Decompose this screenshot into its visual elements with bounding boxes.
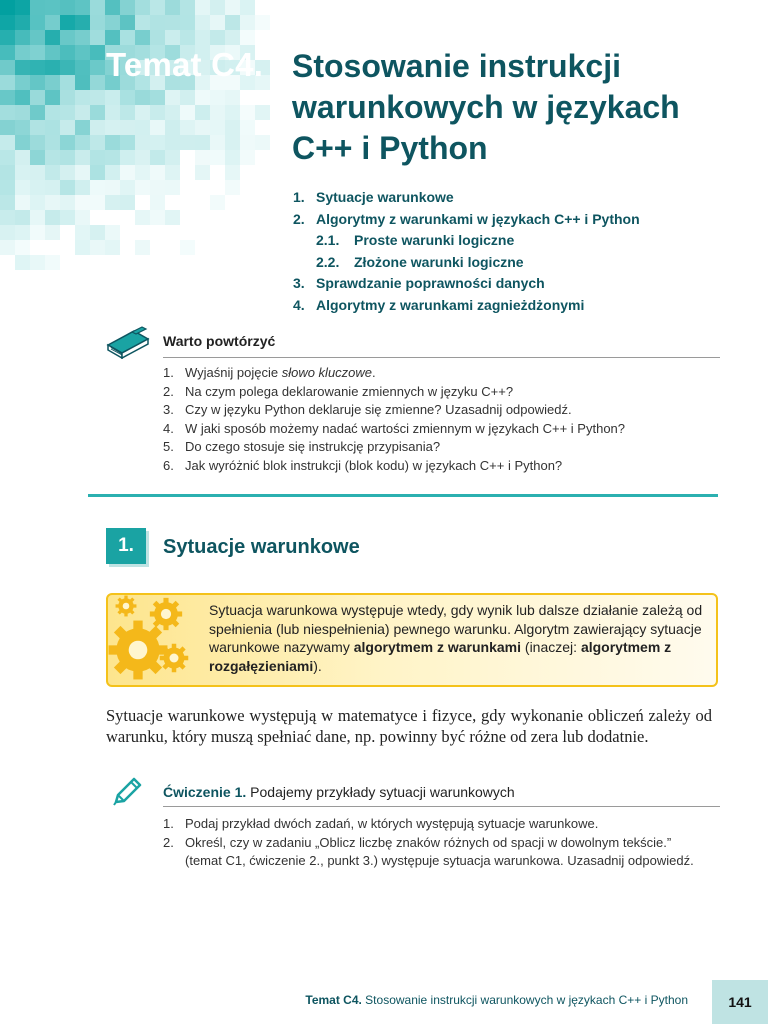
mosaic-cell bbox=[45, 180, 60, 195]
mosaic-cell bbox=[15, 45, 30, 60]
mosaic-cell bbox=[30, 15, 45, 30]
mosaic-cell bbox=[15, 150, 30, 165]
mosaic-cell bbox=[210, 150, 225, 165]
mosaic-cell bbox=[135, 135, 150, 150]
mosaic-cell bbox=[60, 150, 75, 165]
mosaic-cell bbox=[75, 0, 90, 15]
mosaic-cell bbox=[135, 0, 150, 15]
review-rule bbox=[163, 357, 720, 358]
mosaic-cell bbox=[15, 90, 30, 105]
mosaic-cell bbox=[150, 210, 165, 225]
mosaic-cell bbox=[0, 90, 15, 105]
mosaic-cell bbox=[165, 165, 180, 180]
toc-item: 2.1. Proste warunki logiczne bbox=[316, 232, 515, 248]
mosaic-cell bbox=[210, 195, 225, 210]
mosaic-cell bbox=[30, 180, 45, 195]
mosaic-cell bbox=[0, 180, 15, 195]
mosaic-cell bbox=[30, 120, 45, 135]
mosaic-cell bbox=[105, 135, 120, 150]
mosaic-cell bbox=[195, 90, 210, 105]
mosaic-cell bbox=[90, 105, 105, 120]
mosaic-cell bbox=[45, 135, 60, 150]
mosaic-cell bbox=[60, 15, 75, 30]
mosaic-cell bbox=[195, 15, 210, 30]
definition-text: Sytuacja warunkowa występuje wtedy, gdy wynik lub dalsze działanie zależą od spełnienia (lub niespełnienia) pewnego warunku. Algorytm zawierający sytuacje warunkowe nazywamy algorytmem z warunkami (inaczej: algorytmem z rozgałęzieniami). bbox=[209, 602, 703, 674]
mosaic-cell bbox=[15, 225, 30, 240]
review-question: 5. Do czego stosuje się instrukcję przypisania? bbox=[163, 439, 441, 454]
mosaic-cell bbox=[165, 180, 180, 195]
toc-item: 3. Sprawdzanie poprawności danych bbox=[293, 275, 545, 291]
mosaic-cell bbox=[30, 165, 45, 180]
mosaic-cell bbox=[105, 150, 120, 165]
page-footer: Temat C4. Stosowanie instrukcji warunkowych w językach C++ i Python bbox=[305, 993, 688, 1007]
mosaic-cell bbox=[75, 90, 90, 105]
mosaic-cell bbox=[105, 105, 120, 120]
review-question-list bbox=[163, 364, 625, 475]
mosaic-cell bbox=[30, 90, 45, 105]
mosaic-cell bbox=[30, 210, 45, 225]
toc-item: 1. Sytuacje warunkowe bbox=[293, 189, 454, 205]
toc-item: 2. Algorytmy z warunkami w językach C++ i Python bbox=[293, 210, 640, 227]
mosaic-cell bbox=[150, 180, 165, 195]
mosaic-cell bbox=[225, 30, 240, 45]
mosaic-cell bbox=[45, 30, 60, 45]
mosaic-cell bbox=[15, 120, 30, 135]
mosaic-cell bbox=[15, 255, 30, 270]
mosaic-cell bbox=[45, 105, 60, 120]
mosaic-cell bbox=[15, 75, 30, 90]
mosaic-cell bbox=[150, 120, 165, 135]
mosaic-cell bbox=[135, 90, 150, 105]
mosaic-cell bbox=[195, 0, 210, 15]
mosaic-cell bbox=[60, 45, 75, 60]
exercise-heading: Ćwiczenie 1. Podajemy przykłady sytuacji warunkowych bbox=[163, 784, 515, 800]
mosaic-cell bbox=[105, 0, 120, 15]
mosaic-cell bbox=[150, 165, 165, 180]
mosaic-cell bbox=[255, 15, 270, 30]
mosaic-cell bbox=[225, 0, 240, 15]
mosaic-cell bbox=[75, 135, 90, 150]
mosaic-cell bbox=[30, 195, 45, 210]
mosaic-cell bbox=[120, 135, 135, 150]
mosaic-cell bbox=[210, 30, 225, 45]
mosaic-cell bbox=[225, 90, 240, 105]
mosaic-cell bbox=[45, 90, 60, 105]
mosaic-cell bbox=[150, 15, 165, 30]
mosaic-cell bbox=[135, 165, 150, 180]
mosaic-cell bbox=[90, 30, 105, 45]
mosaic-cell bbox=[75, 75, 90, 90]
mosaic-cell bbox=[60, 210, 75, 225]
mosaic-cell bbox=[150, 0, 165, 15]
mosaic-cell bbox=[240, 135, 255, 150]
review-question: 3. Czy w języku Python deklaruje się zmienne? Uzasadnij odpowiedź. bbox=[163, 402, 572, 417]
mosaic-cell bbox=[75, 15, 90, 30]
mosaic-cell bbox=[150, 135, 165, 150]
mosaic-cell bbox=[30, 45, 45, 60]
exercise-task-list bbox=[163, 815, 705, 871]
mosaic-cell bbox=[45, 45, 60, 60]
review-question: 2. Na czym polega deklarowanie zmiennych w języku C++? bbox=[163, 383, 514, 399]
mosaic-cell bbox=[90, 225, 105, 240]
topic-label: Temat C4. bbox=[106, 46, 264, 83]
page-number: 141 bbox=[712, 980, 768, 1024]
mosaic-cell bbox=[30, 30, 45, 45]
mosaic-cell bbox=[180, 90, 195, 105]
mosaic-cell bbox=[75, 45, 90, 60]
mosaic-cell bbox=[45, 15, 60, 30]
mosaic-cell bbox=[105, 225, 120, 240]
mosaic-cell bbox=[210, 105, 225, 120]
mosaic-cell bbox=[150, 195, 165, 210]
mosaic-cell bbox=[165, 30, 180, 45]
mosaic-cell bbox=[180, 240, 195, 255]
mosaic-cell bbox=[60, 105, 75, 120]
mosaic-cell bbox=[210, 135, 225, 150]
mosaic-cell bbox=[120, 15, 135, 30]
mosaic-cell bbox=[75, 120, 90, 135]
mosaic-cell bbox=[45, 75, 60, 90]
mosaic-cell bbox=[105, 120, 120, 135]
mosaic-cell bbox=[0, 105, 15, 120]
mosaic-cell bbox=[135, 240, 150, 255]
mosaic-cell bbox=[30, 150, 45, 165]
mosaic-cell bbox=[150, 90, 165, 105]
mosaic-cell bbox=[15, 195, 30, 210]
mosaic-cell bbox=[240, 15, 255, 30]
mosaic-cell bbox=[180, 135, 195, 150]
mosaic-cell bbox=[195, 105, 210, 120]
mosaic-cell bbox=[0, 135, 15, 150]
mosaic-cell bbox=[60, 90, 75, 105]
review-question: 1. Wyjaśnij pojęcie słowo kluczowe. bbox=[163, 365, 376, 380]
mosaic-cell bbox=[0, 165, 15, 180]
mosaic-cell bbox=[90, 0, 105, 15]
mosaic-cell bbox=[195, 30, 210, 45]
mosaic-cell bbox=[75, 105, 90, 120]
mosaic-cell bbox=[0, 150, 15, 165]
mosaic-cell bbox=[135, 15, 150, 30]
mosaic-cell bbox=[30, 0, 45, 15]
mosaic-cell bbox=[210, 90, 225, 105]
exercise-task: 2. Określ, czy w zadaniu „Oblicz liczbę znaków różnych od spacji w dowolnym tekście.” (temat C1, ćwiczenie 2., punkt 3.) występuje sytuacja warunkowa. Uzasadnij odpowiedź. bbox=[163, 834, 694, 868]
mosaic-cell bbox=[240, 150, 255, 165]
mosaic-cell bbox=[0, 30, 15, 45]
gears-icon bbox=[108, 592, 192, 688]
mosaic-cell bbox=[15, 135, 30, 150]
mosaic-cell bbox=[45, 165, 60, 180]
mosaic-cell bbox=[60, 75, 75, 90]
mosaic-cell bbox=[15, 240, 30, 255]
mosaic-cell bbox=[165, 0, 180, 15]
mosaic-cell bbox=[165, 135, 180, 150]
mosaic-cell bbox=[90, 195, 105, 210]
mosaic-cell bbox=[90, 150, 105, 165]
mosaic-cell bbox=[135, 30, 150, 45]
mosaic-cell bbox=[120, 150, 135, 165]
mosaic-cell bbox=[90, 240, 105, 255]
mosaic-cell bbox=[105, 240, 120, 255]
mosaic-cell bbox=[15, 15, 30, 30]
exercise-rule bbox=[163, 806, 720, 807]
mosaic-cell bbox=[45, 210, 60, 225]
mosaic-cell bbox=[15, 210, 30, 225]
mosaic-cell bbox=[210, 120, 225, 135]
mosaic-cell bbox=[105, 30, 120, 45]
table-of-contents bbox=[293, 187, 640, 316]
mosaic-cell bbox=[90, 180, 105, 195]
mosaic-cell bbox=[225, 135, 240, 150]
section-number-badge: 1. bbox=[106, 528, 146, 564]
mosaic-cell bbox=[90, 60, 105, 75]
mosaic-cell bbox=[120, 195, 135, 210]
review-question: 6. Jak wyróżnić blok instrukcji (blok kodu) w językach C++ i Python? bbox=[163, 457, 563, 473]
mosaic-cell bbox=[30, 75, 45, 90]
mosaic-cell bbox=[150, 150, 165, 165]
mosaic-cell bbox=[120, 120, 135, 135]
mosaic-cell bbox=[225, 105, 240, 120]
exercise-task: 1. Podaj przykład dwóch zadań, w których występują sytuacje warunkowe. bbox=[163, 816, 599, 831]
section-divider bbox=[88, 494, 718, 497]
mosaic-cell bbox=[75, 150, 90, 165]
mosaic-cell bbox=[105, 195, 120, 210]
mosaic-cell bbox=[225, 15, 240, 30]
mosaic-cell bbox=[180, 30, 195, 45]
mosaic-cell bbox=[0, 45, 15, 60]
mosaic-cell bbox=[180, 15, 195, 30]
mosaic-cell bbox=[15, 60, 30, 75]
mosaic-cell bbox=[120, 165, 135, 180]
mosaic-cell bbox=[90, 120, 105, 135]
mosaic-cell bbox=[30, 60, 45, 75]
mosaic-cell bbox=[165, 120, 180, 135]
mosaic-cell bbox=[150, 30, 165, 45]
mosaic-cell bbox=[75, 30, 90, 45]
mosaic-cell bbox=[0, 75, 15, 90]
book-icon bbox=[106, 323, 150, 359]
mosaic-cell bbox=[135, 180, 150, 195]
mosaic-cell bbox=[30, 105, 45, 120]
mosaic-cell bbox=[45, 150, 60, 165]
mosaic-cell bbox=[180, 105, 195, 120]
mosaic-cell bbox=[45, 225, 60, 240]
mosaic-cell bbox=[180, 120, 195, 135]
mosaic-cell bbox=[75, 60, 90, 75]
mosaic-cell bbox=[165, 210, 180, 225]
mosaic-cell bbox=[255, 105, 270, 120]
toc-item: 2.2. Złożone warunki logiczne bbox=[316, 253, 524, 270]
review-heading: Warto powtórzyć bbox=[163, 333, 276, 349]
mosaic-cell bbox=[45, 0, 60, 15]
mosaic-cell bbox=[225, 120, 240, 135]
mosaic-cell bbox=[135, 105, 150, 120]
mosaic-cell bbox=[105, 180, 120, 195]
mosaic-cell bbox=[210, 15, 225, 30]
mosaic-cell bbox=[0, 210, 15, 225]
mosaic-cell bbox=[225, 180, 240, 195]
mosaic-cell bbox=[120, 105, 135, 120]
mosaic-cell bbox=[225, 165, 240, 180]
mosaic-cell bbox=[105, 165, 120, 180]
mosaic-cell bbox=[165, 90, 180, 105]
mosaic-cell bbox=[195, 135, 210, 150]
mosaic-cell bbox=[240, 30, 255, 45]
mosaic-cell bbox=[75, 180, 90, 195]
mosaic-cell bbox=[45, 60, 60, 75]
mosaic-cell bbox=[0, 60, 15, 75]
mosaic-cell bbox=[15, 180, 30, 195]
mosaic-cell bbox=[90, 90, 105, 105]
mosaic-cell bbox=[135, 150, 150, 165]
mosaic-cell bbox=[15, 0, 30, 15]
mosaic-cell bbox=[45, 255, 60, 270]
mosaic-cell bbox=[30, 255, 45, 270]
mosaic-cell bbox=[0, 225, 15, 240]
mosaic-cell bbox=[0, 120, 15, 135]
mosaic-cell bbox=[30, 225, 45, 240]
mosaic-cell bbox=[0, 0, 15, 15]
mosaic-cell bbox=[45, 195, 60, 210]
body-paragraph: Sytuacje warunkowe występują w matematyce i fizyce, gdy wykonanie obliczeń zależy od warunku, który muszą spełniać dane, np. powinny być różne od zera lub dodatnie. bbox=[106, 706, 712, 746]
mosaic-cell bbox=[75, 210, 90, 225]
mosaic-cell bbox=[15, 165, 30, 180]
mosaic-cell bbox=[30, 135, 45, 150]
mosaic-cell bbox=[195, 120, 210, 135]
mosaic-cell bbox=[90, 15, 105, 30]
mosaic-cell bbox=[120, 90, 135, 105]
mosaic-cell bbox=[75, 240, 90, 255]
mosaic-cell bbox=[120, 0, 135, 15]
mosaic-cell bbox=[60, 120, 75, 135]
mosaic-cell bbox=[90, 135, 105, 150]
mosaic-cell bbox=[135, 120, 150, 135]
mosaic-cell bbox=[45, 120, 60, 135]
mosaic-cell bbox=[60, 195, 75, 210]
mosaic-cell bbox=[90, 45, 105, 60]
mosaic-cell bbox=[120, 30, 135, 45]
mosaic-cell bbox=[60, 180, 75, 195]
mosaic-cell bbox=[240, 120, 255, 135]
mosaic-cell bbox=[165, 15, 180, 30]
mosaic-cell bbox=[75, 195, 90, 210]
mosaic-cell bbox=[195, 165, 210, 180]
mosaic-cell bbox=[75, 225, 90, 240]
mosaic-cell bbox=[0, 240, 15, 255]
mosaic-cell bbox=[210, 0, 225, 15]
mosaic-cell bbox=[165, 150, 180, 165]
mosaic-cell bbox=[135, 210, 150, 225]
mosaic-cell bbox=[90, 165, 105, 180]
mosaic-cell bbox=[165, 105, 180, 120]
mosaic-cell bbox=[225, 150, 240, 165]
mosaic-cell bbox=[60, 30, 75, 45]
mosaic-cell bbox=[60, 165, 75, 180]
mosaic-cell bbox=[180, 0, 195, 15]
header-mosaic-decoration bbox=[0, 0, 270, 270]
mosaic-cell bbox=[120, 180, 135, 195]
mosaic-cell bbox=[0, 15, 15, 30]
mosaic-cell bbox=[240, 105, 255, 120]
mosaic-cell bbox=[255, 135, 270, 150]
review-question: 4. W jaki sposób możemy nadać wartości zmiennym w językach C++ i Python? bbox=[163, 420, 626, 436]
mosaic-cell bbox=[15, 105, 30, 120]
mosaic-cell bbox=[105, 90, 120, 105]
mosaic-cell bbox=[90, 75, 105, 90]
page-title: Stosowanie instrukcji warunkowych w językach C++ i Python bbox=[292, 48, 680, 166]
mosaic-cell bbox=[60, 0, 75, 15]
mosaic-cell bbox=[60, 135, 75, 150]
mosaic-cell bbox=[0, 195, 15, 210]
pencil-icon bbox=[112, 776, 144, 806]
mosaic-cell bbox=[150, 105, 165, 120]
mosaic-cell bbox=[195, 150, 210, 165]
mosaic-cell bbox=[75, 165, 90, 180]
mosaic-cell bbox=[240, 0, 255, 15]
toc-item: 4. Algorytmy z warunkami zagnieżdżonymi bbox=[293, 296, 585, 313]
section-title: Sytuacje warunkowe bbox=[163, 536, 360, 558]
mosaic-cell bbox=[60, 60, 75, 75]
mosaic-cell bbox=[15, 30, 30, 45]
mosaic-cell bbox=[105, 15, 120, 30]
